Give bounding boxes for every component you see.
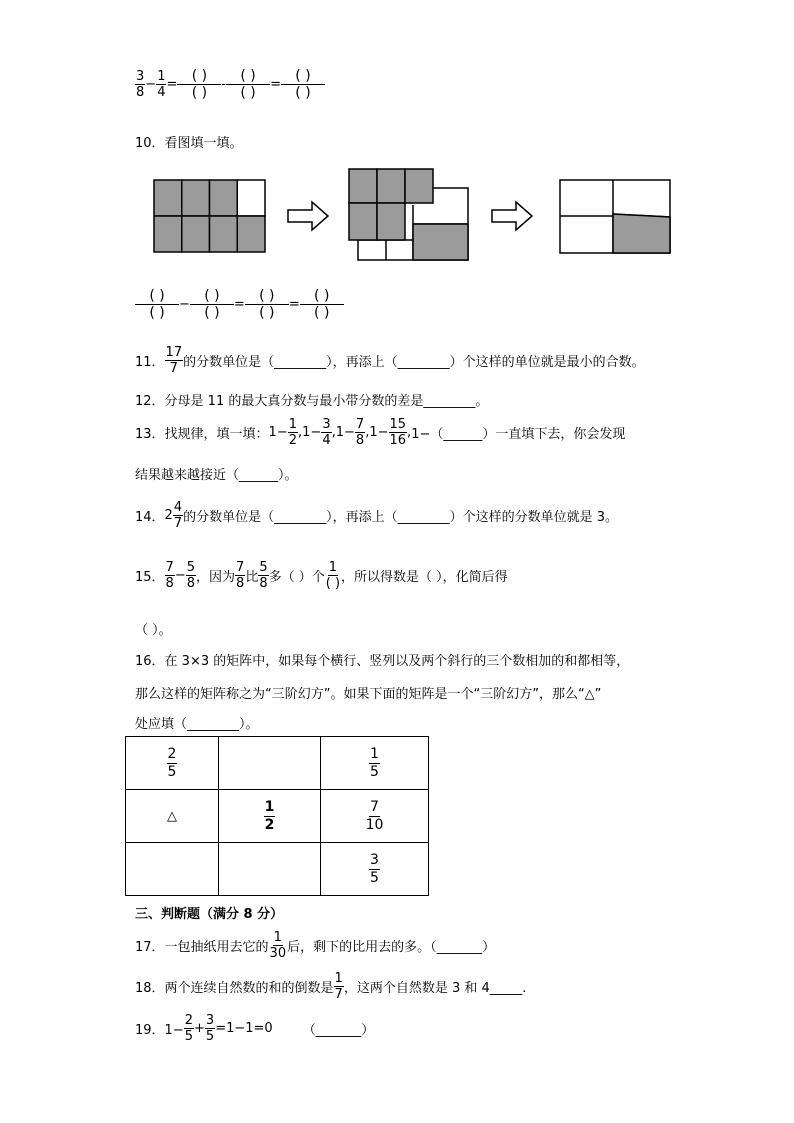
grid-cell [219, 737, 321, 790]
q13: 13．找规律，填一填： 1− $\frac{1}{2}$ , 1− $\frac{3}{4}$ , 1− $\frac{7}{8}$ , 1− $\frac{15}{16}$ , 1−（______）一直填下去，你会发现 [135, 417, 626, 448]
cell-shaded [413, 224, 468, 260]
q10-blank-fraction-4: $\frac{( )}{( )}$ [300, 288, 344, 321]
grid-cell [126, 843, 219, 896]
cell-shaded [377, 203, 405, 240]
grid-cell [219, 843, 321, 896]
cell-empty [237, 180, 265, 216]
cell-shaded [154, 216, 182, 252]
cell-shaded [210, 180, 238, 216]
arrow-right-icon [288, 202, 328, 230]
q14: 14． 2 $\frac{4}{7}$ 的分数单位是（________），再添上（________）个这样的分数单位就是 3。 [135, 500, 619, 531]
q17: 17．一包抽纸用去它的 $\frac{1}{30}$ 后，剩下的比用去的多。（_______） [135, 930, 496, 961]
grid-cell-triangle[interactable] [126, 790, 219, 843]
q9-blank-fraction-2: $\frac{( )}{( )}$ [226, 68, 270, 101]
q16-line2: 那么这样的矩阵称之为“三阶幻方”。如果下面的矩阵是一个“三阶幻方”，那么“△” [135, 687, 602, 702]
q10-blank-fraction-1: $\frac{( )}{( )}$ [135, 288, 179, 321]
q15-line2[interactable]: （ ）。 [135, 623, 172, 638]
cell-shaded [154, 180, 182, 216]
minus-sign: − [145, 77, 157, 92]
cell-shaded [182, 180, 210, 216]
q11-fraction: $\frac{17}{7}$ [165, 345, 183, 376]
cell-shaded [349, 203, 377, 240]
q10-equation [135, 288, 344, 321]
equals-sign: = [270, 77, 281, 92]
cell-shaded [237, 216, 265, 252]
grid-cell: $\frac{7}{10}$ [321, 790, 429, 843]
equals-sign: = [166, 77, 178, 92]
q9-fraction-1: $\frac{3}{8}$ [136, 69, 145, 100]
cell-shaded [182, 216, 210, 252]
q10-blank-fraction-3: $\frac{( )}{( )}$ [245, 288, 289, 321]
q16-line3[interactable]: 处应填（________）。 [135, 717, 259, 732]
cell-shaded [377, 169, 405, 203]
q11: 11． $\frac{17}{7}$ 的分数单位是（________），再添上（________）个这样的单位就是最小的合数。 [135, 345, 645, 376]
figure-1-grid [154, 180, 265, 252]
cell-shaded [613, 214, 670, 253]
equals-sign: = [233, 297, 245, 312]
q10-blank-fraction-2: $\frac{( )}{( )}$ [190, 288, 234, 321]
q14-fraction: $\frac{4}{7}$ [173, 500, 183, 531]
minus-sign: − [179, 297, 190, 312]
grid-cell: $\frac{2}{5}$ [126, 737, 219, 790]
figure-3-quarters [560, 180, 670, 253]
grid-cell: $\frac{3}{5}$ [321, 843, 429, 896]
equals-sign: = [288, 297, 300, 312]
q12[interactable]: 12．分母是 11 的最大真分数与最小带分数的差是________。 [135, 394, 489, 409]
q9-fraction-2: $\frac{1}{4}$ [157, 69, 166, 100]
grid-cell: $\frac{1}{2}$ [219, 790, 321, 843]
cell-shaded [210, 216, 238, 252]
q18: 18．两个连续自然数的和的倒数是 $\frac{1}{7}$ ，这两个自然数是 3 和 4_____. [135, 971, 527, 1002]
section-title: 三、判断题（满分 8 分） [135, 907, 284, 922]
q9-blank-fraction-1: $\frac{( )}{( )}$ [177, 68, 221, 101]
q10-title: 10．看图填一填。 [135, 136, 243, 151]
cell-shaded [349, 169, 377, 203]
figure-2-regrouped [349, 169, 468, 260]
magic-square-grid [125, 736, 429, 896]
q16-line1: 16．在 3×3 的矩阵中，如果每个横行、竖列以及两个斜行的三个数相加的和都相等， [135, 654, 630, 669]
arrow-right-icon [492, 202, 532, 230]
answer-blank[interactable]: （_______） [302, 1023, 375, 1038]
cell-shaded [405, 169, 433, 203]
q13-line2[interactable]: 结果越来越接近（______）。 [135, 468, 298, 483]
triangle-icon: △ [167, 808, 177, 824]
q19: 19．1− $\frac{2}{5}$ + $\frac{3}{5}$ =1−1=0 （_______） [135, 1013, 375, 1044]
grid-cell: $\frac{1}{5}$ [321, 737, 429, 790]
q15: 15． $\frac{7}{8}$ − $\frac{5}{8}$ ，因为 $\frac{7}{8}$ 比 $\frac{5}{8}$ 多（ ）个 $\frac{1}{( )}$ ，所以得数是（ ），化简后得 [135, 560, 508, 591]
minus-sign: - [221, 77, 227, 92]
q9-blank-fraction-3: $\frac{( )}{( )}$ [281, 68, 325, 101]
q15-blank-fraction: $\frac{1}{( )}$ [325, 560, 341, 591]
